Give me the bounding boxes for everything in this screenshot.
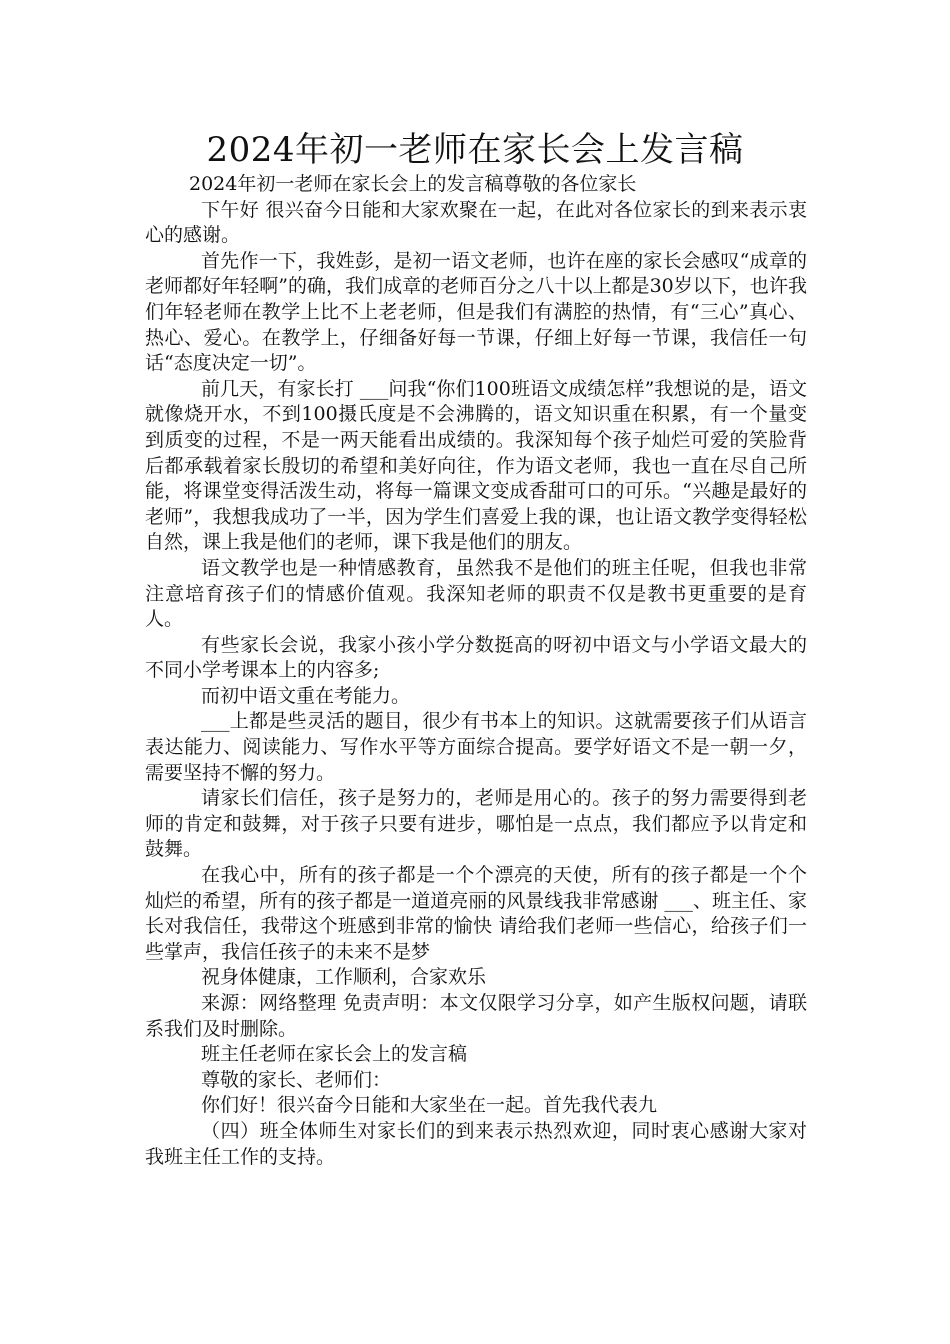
paragraph: ___上都是些灵活的题目，很少有书本上的知识。这就需要孩子们从语言表达能力、阅读能力、写作水平等方面综合提高。要学好语文不是一朝一夕，需要坚持不懈的努力。 [145, 710, 807, 784]
paragraph: 班主任老师在家长会上的发言稿 [201, 1043, 468, 1066]
paragraph: 在我心中，所有的孩子都是一个个漂亮的天使，所有的孩子都是一个个灿烂的希望，所有的孩子都是一道道亮丽的风景线我非常感谢 ___、班主任、家长对我信任，我带这个班感到非常的愉快 请给我们老师一些信心，给孩子们一些掌声，我信任孩子的未来不是梦 [145, 864, 807, 963]
document-title: 2024年初一老师在家长会上发言稿 [206, 130, 744, 170]
paragraph: 有些家长会说，我家小孩小学分数挺高的呀初中语文与小学语文最大的不同小学考课本上的内容多; [145, 633, 807, 682]
paragraph: 祝身体健康，工作顺利，合家欢乐 [201, 966, 487, 989]
paragraph: 来源：网络整理 免责声明：本文仅限学习分享，如产生版权问题，请联系我们及时删除。 [145, 992, 807, 1040]
paragraph: 下午好 很兴奋今日能和大家欢聚在一起，在此对各位家长的到来表示衷心的感谢。 [145, 198, 807, 247]
paragraph: 尊敬的家长、老师们： [201, 1068, 392, 1091]
paragraph: 首先作一下，我姓彭，是初一语文老师，也许在座的家长会感叹“成章的老师都好年轻啊”的确，我们成章的老师百分之八十以上都是30岁以下，也许我们年轻老师在教学上比不上老老师，但是我们有满腔的热情，有“三心”真心、热心、爱心。在教学上，仔细备好每一节课，仔细上好每一节课，我信任一句话“态度决定一切”。 [145, 249, 807, 375]
paragraph: 语文教学也是一种情感教育，虽然我不是他们的班主任呢，但我也非常注意培育孩子们的情感价值观。我深知老师的职责不仅是教书更重要的是育人。 [145, 556, 807, 631]
paragraph: 而初中语文重在考能力。 [201, 684, 411, 707]
paragraph: 2024年初一老师在家长会上的发言稿尊敬的各位家长 [189, 173, 637, 195]
paragraph: 你们好！很兴奋今日能和大家坐在一起。首先我代表九 [201, 1094, 658, 1117]
document-body [145, 172, 807, 1170]
paragraph: （四）班全体师生对家长们的到来表示热烈欢迎，同时衷心感谢大家对我班主任工作的支持。 [145, 1119, 807, 1168]
paragraph: 请家长们信任，孩子是努力的，老师是用心的。孩子的努力需要得到老师的肯定和鼓舞，对于孩子只要有进步，哪怕是一点点，我们都应予以肯定和鼓舞。 [145, 787, 807, 861]
paragraph: 前几天，有家长打 ___问我“你们100班语文成绩怎样”我想说的是，语文就像烧开水，不到100摄氏度是不会沸腾的，语文知识重在积累，有一个量变到质变的过程，不是一两天能看出成绩的。我深知每个孩子灿烂可爱的笑脸背后都承载着家长殷切的希望和美好向往，作为语文老师，我也一直在尽自己所能，将课堂变得活泼生动，将每一篇课文变成香甜可口的可乐。“兴趣是最好的老师”，我想我成功了一半，因为学生们喜爱上我的课，也让语文教学变得轻松自然，课上我是他们的老师，课下我是他们的朋友。 [145, 377, 807, 554]
